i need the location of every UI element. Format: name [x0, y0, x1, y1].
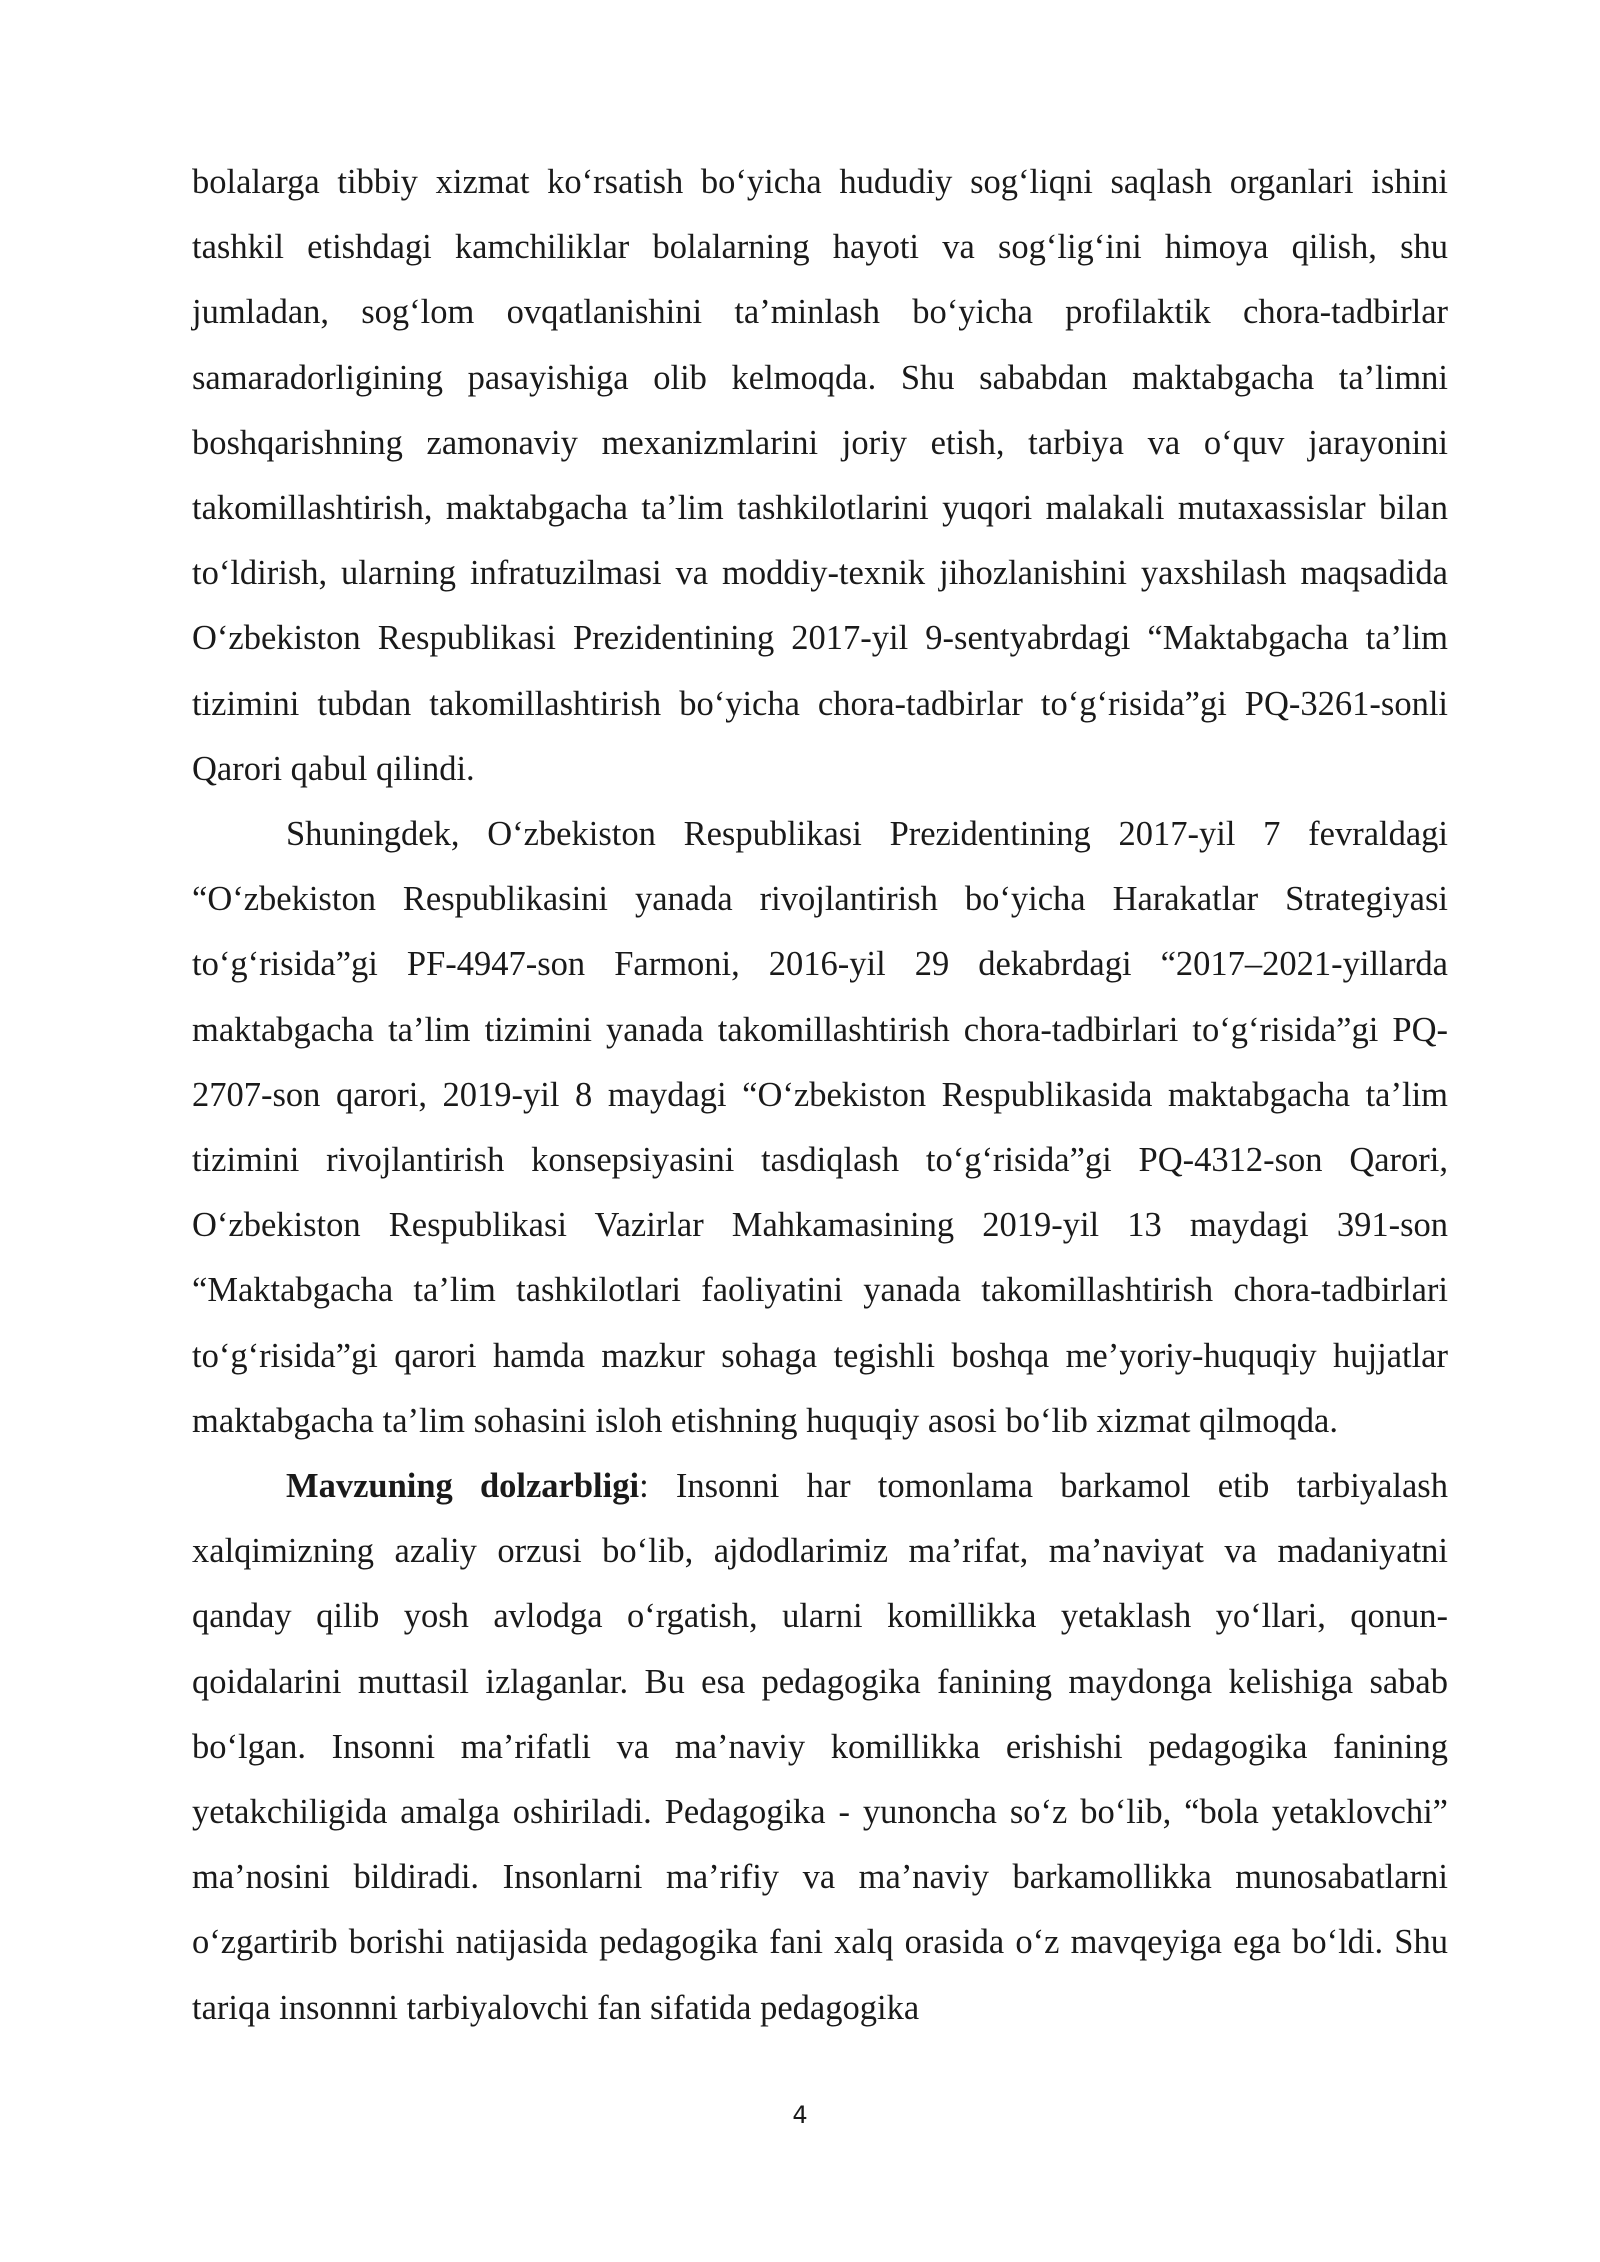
paragraph-3	[192, 1454, 1448, 2041]
paragraph-2-text: Shuningdek, O‘zbekiston Respublikasi Prezidentining 2017-yil 7 fevraldagi “O‘zbekiston Respublikasini yanada rivojlantirish bo‘yicha Harakatlar Strategiyasi to‘g‘risida”gi PF-4947-son Farmoni, 2016-yil 29 dekabrdagi “2017–2021-yillarda maktabgacha ta’lim tizimini yanada takomillashtirish chora-tadbirlari to‘g‘risida”gi PQ-2707-son qarori, 2019-yil 8 maydagi “O‘zbekiston Respublikasida maktabgacha ta’lim tizimini rivojlantirish konsepsiyasini tasdiqlash to‘g‘risida”gi PQ-4312-son Qarori, O‘zbekiston Respublikasi Vazirlar Mahkamasining 2019-yil 13 maydagi 391-son “Maktabgacha ta’lim tashkilotlari faoliyatini yanada takomillashtirish chora-tadbirlari to‘g‘risida”gi qarori hamda mazkur sohaga tegishli boshqa me’yoriy-huquqiy hujjatlar maktabgacha ta’lim sohasini isloh etishning huquqiy asosi bo‘lib xizmat qilmoqda.	[192, 815, 1448, 1440]
page-number: 4	[792, 2101, 808, 2129]
paragraph-3-text: : Insonni har tomonlama barkamol etib tarbiyalash xalqimizning azaliy orzusi bo‘lib, ajdodlarimiz ma’rifat, ma’naviyat va madaniyatni qanday qilib yosh avlodga o‘rgatish, ularni komillikka yetaklash yo‘llari, qonun-qoidalarini muttasil izlaganlar. Bu esa pedagogika fanining maydonga kelishiga sabab bo‘lgan. Insonni ma’rifatli va ma’naviy komillikka erishishi pedagogika fanining yetakchiligida amalga oshiriladi. Pedagogika - yunoncha so‘z bo‘lib, “bola yetaklovchi” ma’nosini bildiradi. Insonlarni ma’rifiy va ma’naviy barkamollikka munosabatlarni o‘zgartirib borishi natijasida pedagogika fani xalq orasida o‘z mavqeyiga ega bo‘ldi. Shu tariqa insonnni tarbiyalovchi fan sifatida pedagogika	[192, 1467, 1448, 2027]
section-heading: Mavzuning dolzarbligi	[286, 1467, 640, 1506]
paragraph-2	[192, 802, 1448, 1454]
paragraph-1-text: bolalarga tibbiy xizmat ko‘rsatish bo‘yicha hududiy sog‘liqni saqlash organlari ishini tashkil etishdagi kamchiliklar bolalarning hayoti va sog‘lig‘ini himoya qilish, shu jumladan, sog‘lom ovqatlanishini ta’minlash bo‘yicha profilaktik chora-tadbirlar samaradorligining pasayishiga olib kelmoqda. Shu sababdan maktabgacha ta’limni boshqarishning zamonaviy mexanizmlarini joriy etish, tarbiya va o‘quv jarayonini takomillashtirish, maktabgacha ta’lim tashkilotlarini yuqori malakali mutaxassislar bilan to‘ldirish, ularning infratuzilmasi va moddiy-texnik jihozlanishini yaxshilash maqsadida O‘zbekiston Respublikasi Prezidentining 2017-yil 9-sentyabrdagi “Maktabgacha ta’lim tizimini tubdan takomillashtirish bo‘yicha chora-tadbirlar to‘g‘risida”gi PQ-3261-sonli Qarori qabul qilindi.	[192, 163, 1448, 788]
paragraph-1	[192, 150, 1448, 802]
body-text	[192, 150, 1448, 2041]
